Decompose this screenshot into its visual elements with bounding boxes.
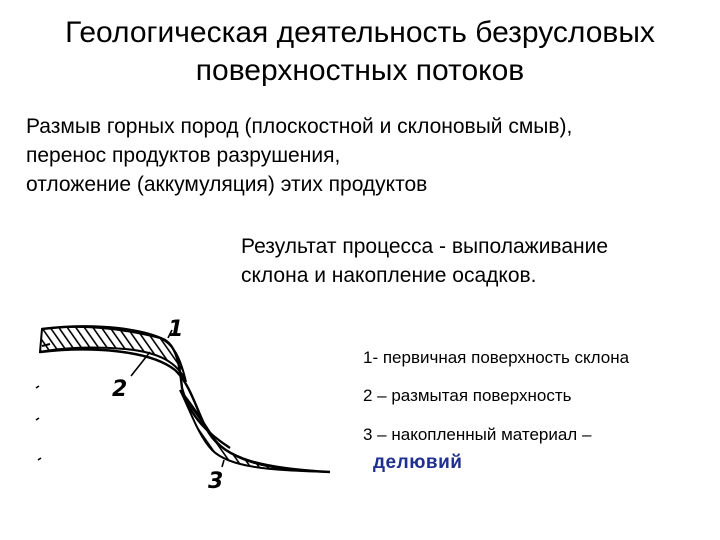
title-line-1: Геологическая деятельность безрусловых	[65, 16, 655, 49]
diagram-label-3: 3	[208, 469, 224, 494]
slide-title	[0, 14, 720, 90]
diagram-label-2: 2	[112, 377, 128, 402]
legend-item-3: 3 – накопленный материал –	[363, 425, 592, 444]
slope-profile-figure	[30, 300, 360, 510]
diagram-label-1: 1	[168, 317, 184, 342]
legend-item-2: 2 – размытая поверхность	[363, 386, 572, 405]
accumulated-layer	[180, 390, 328, 472]
eroded-surface-line	[40, 349, 330, 472]
title-line-2: поверхностных потоков	[195, 54, 525, 87]
description-line-2: перенос продуктов разрушения,	[26, 144, 341, 167]
legend-term-deluvium: делювий	[373, 452, 463, 473]
process-description	[26, 112, 706, 199]
description-line-1: Размыв горных пород (плоскостной и склоновый смыв),	[26, 115, 573, 138]
eroded-layer-upper	[40, 327, 186, 382]
legend-item-1: 1- первичная поверхность склона	[363, 348, 630, 367]
slope-diagram	[30, 300, 360, 510]
result-line-2: склона и накопление осадков.	[241, 264, 537, 287]
process-result	[241, 232, 701, 290]
result-line-1: Результат процесса - выполаживание	[241, 235, 609, 258]
description-line-3: отложение (аккумуляция) этих продуктов	[26, 173, 428, 196]
